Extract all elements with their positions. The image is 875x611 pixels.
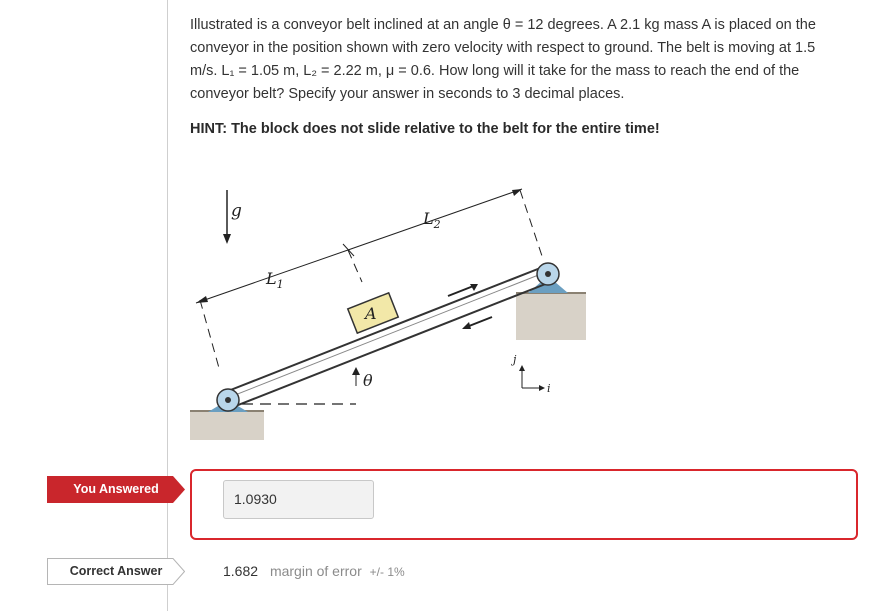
question-line: Illustrated is a conveyor belt inclined at an angle θ = 12 degrees. A 2.1 kg mass A is placed on the (190, 17, 816, 33)
extension-line-l1-mid (348, 250, 362, 282)
correct-answer-row (223, 563, 405, 579)
gravity-arrowhead (223, 234, 231, 244)
left-divider (167, 0, 168, 611)
correct-answer-label: Correct Answer (69, 564, 163, 578)
question-line: m/s. L₁ = 1.05 m, L₂ = 2.22 m, μ = 0.6. How long will it take for the mass to reach the end of the (190, 63, 800, 79)
extension-line-l1 (200, 300, 219, 368)
question-text (190, 14, 855, 106)
i-axis-arrowhead (539, 385, 545, 391)
j-axis-label: j (513, 353, 517, 366)
gravity-label: g (231, 201, 242, 221)
conveyor-diagram (186, 172, 596, 450)
j-axis-arrowhead (519, 365, 525, 371)
theta-label: θ (363, 371, 373, 390)
you-answered-label: You Answered (73, 482, 159, 496)
ground-right (516, 292, 586, 340)
question-line: conveyor in the position shown with zero velocity with respect to ground. The belt is moving at 1.5 (190, 40, 816, 56)
margin-of-error-value: +/- 1% (369, 565, 405, 579)
i-axis-label: i (547, 382, 551, 395)
correct-answer-tag (47, 558, 185, 585)
block-a-label: A (365, 304, 377, 323)
dimension-l1-label: $L_1$ (266, 269, 284, 291)
margin-of-error-label: margin of error (269, 563, 362, 579)
dimension-l2-label: $L_2$ (423, 209, 441, 231)
pulley-right-hub (545, 271, 551, 277)
ground-left (190, 410, 264, 440)
hint-text: HINT: The block does not slide relative to the belt for the entire time! (190, 121, 660, 137)
submitted-answer-field: 1.0930 (223, 480, 374, 519)
belt-direction-arrowhead-bottom (462, 322, 471, 329)
you-answered-tag (47, 476, 185, 503)
question-line: conveyor belt? Specify your answer in seconds to 3 decimal places. (190, 86, 625, 102)
theta-arrowhead (352, 367, 360, 375)
extension-line-l2 (520, 190, 542, 256)
dimension-l1-arrowhead (196, 296, 208, 303)
correct-answer-value: 1.682 (223, 563, 259, 579)
pulley-left-hub (225, 397, 231, 403)
